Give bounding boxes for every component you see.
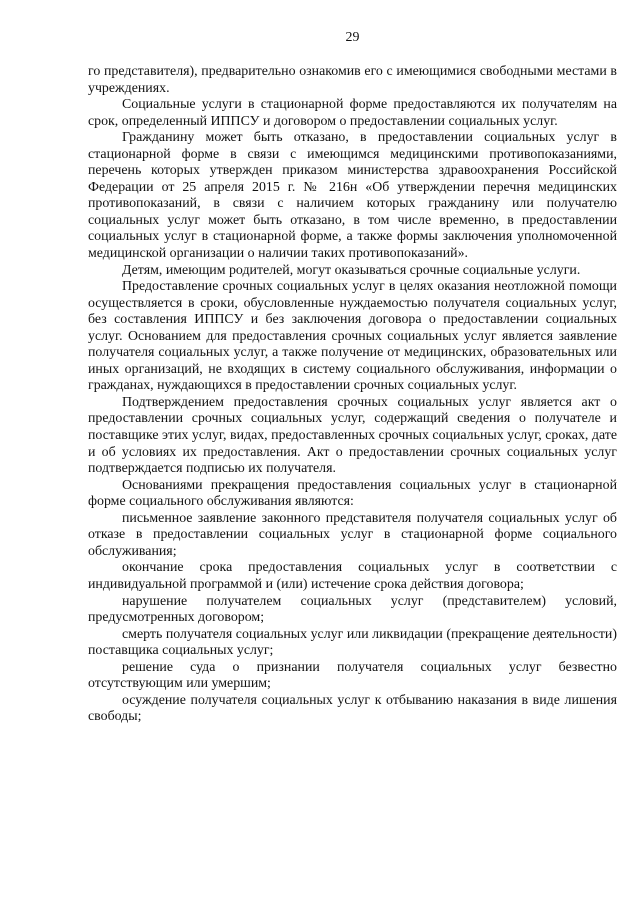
list-item-court-decision: решение суда о признании получателя социальных услуг безвестно отсутствующим или умершим; [88, 659, 617, 692]
paragraph-urgent-act: Подтверждением предоставления срочных социальных услуг является акт о предоставлении срочных социальных услуг, содержащий сведения о получателе и поставщике этих услуг, видах, предоставленных срочных социальных услуг, сроках, дате и об условиях их предоставления. Акт о предоставлении срочных социальных услуг подтверждается подписью их получателя. [88, 394, 617, 477]
paragraph-children-urgent: Детям, имеющим родителей, могут оказываться срочные социальные услуги. [122, 262, 581, 278]
paragraph-urgent-services: Предоставление срочных социальных услуг в целях оказания неотложной помощи осуществляется в сроки, обусловленные нуждаемостью получателя социальных услуг, без составления ИППСУ и без заключения договора о предоставлении социальных услуг. Основанием для предоставления срочных социальных услуг является заявление получателя социальных услуг, а также получение от медицинских, образовательных или иных организаций, не входящих в систему социального обслуживания, информации о гражданах, нуждающихся в предоставлении срочных социальных услуг. [88, 279, 617, 394]
body-text [88, 64, 617, 726]
page-number: 29 [345, 30, 360, 45]
list-item-contract-violation: нарушение получателем социальных услуг (представителем) условий, предусмотренных договором; [88, 593, 617, 626]
paragraph-continuation: го представителя), предварительно ознакомив его с имеющимися свободными местами в учреждениях. [88, 64, 617, 96]
paragraph-termination-intro: Основаниями прекращения предоставления социальных услуг в стационарной форме социального обслуживания являются: [88, 477, 617, 510]
list-item-written-application: письменное заявление законного представителя получателя социальных услуг об отказе в предоставлении социальных услуг в стационарной форме социального обслуживания; [88, 510, 617, 559]
list-item-death-liquidation: смерть получателя социальных услуг или ликвидации (прекращение деятельности) поставщика социальных услуг; [88, 626, 617, 659]
paragraph-refusal-grounds: Гражданину может быть отказано, в предоставлении социальных услуг в стационарной форме в связи с имеющимся медицинскими противопоказаниями, перечень которых утвержден приказом министерства здравоохранения Российской Федерации от 25 апреля 2015 г. № 216н «Об утверждении перечня медицинских противопоказаний, в связи с наличием которых гражданину или получателю социальных услуг может быть отказано, в том числе временно, в предоставлении социальных услуг в стационарной форме, а также формы заключения уполномоченной медицинской организации о наличии таких противопоказаний». [88, 130, 617, 262]
list-item-term-expiry: окончание срока предоставления социальных услуг в соответствии с индивидуальной программой и (или) истечение срока действия договора; [88, 560, 617, 592]
paragraph-service-term: Социальные услуги в стационарной форме предоставляются их получателям на срок, определенный ИППСУ и договором о предоставлении социальных услуг. [88, 97, 617, 129]
list-item-conviction: осуждение получателя социальных услуг к отбыванию наказания в виде лишения свободы; [88, 692, 617, 725]
